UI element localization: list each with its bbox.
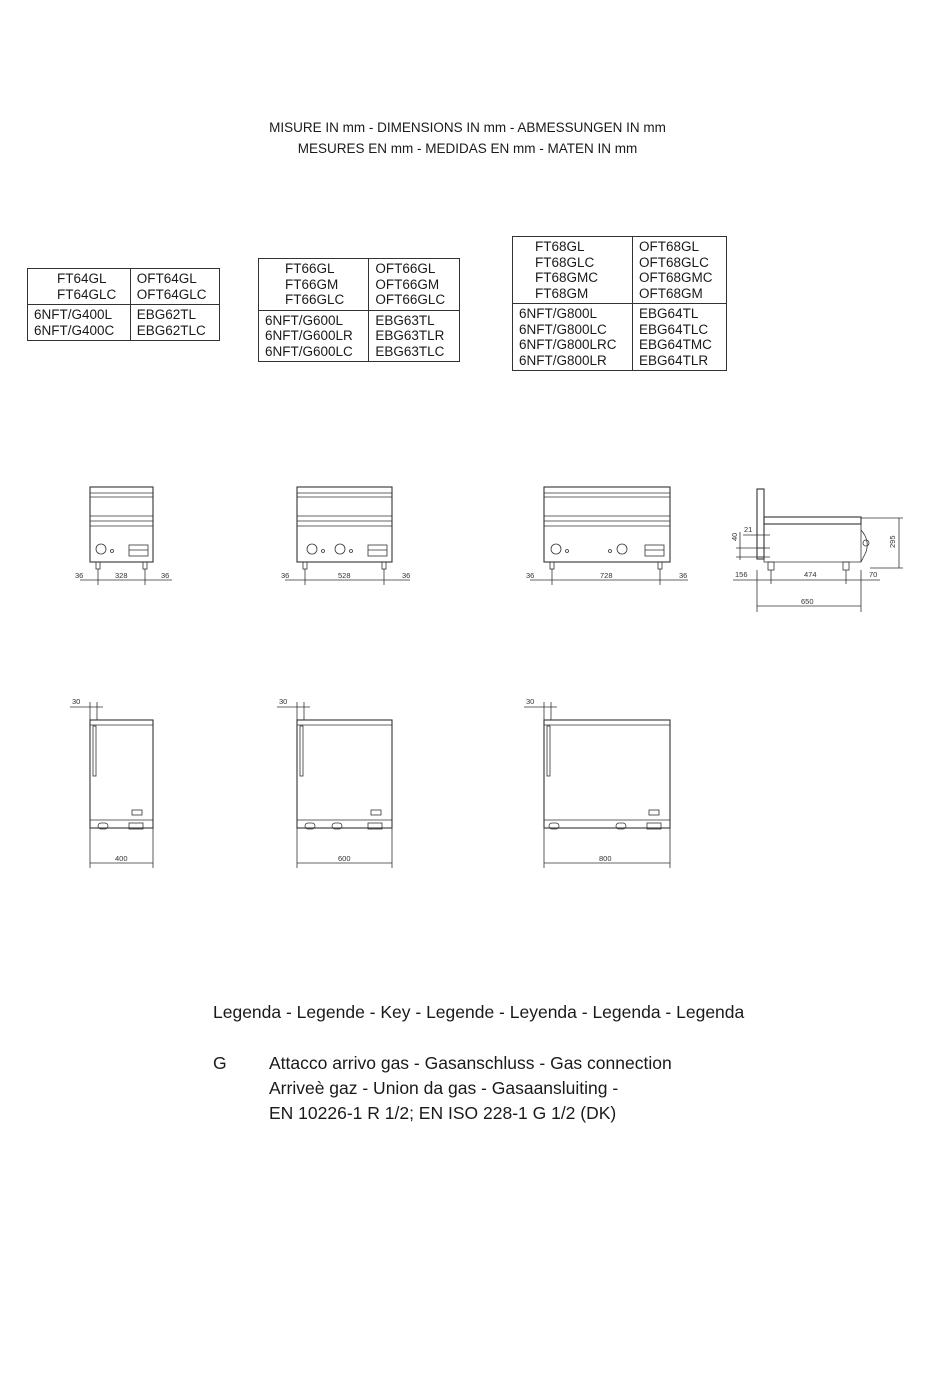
front-view-800	[526, 487, 688, 585]
top-view-800	[524, 697, 670, 868]
legend-description	[269, 1051, 672, 1126]
model-cell: 6NFT/G400L 6NFT/G400C	[28, 305, 131, 341]
legend-line: EN 10226-1 R 1/2; EN ISO 228-1 G 1/2 (DK)	[269, 1103, 617, 1123]
dim-label: 295	[888, 535, 897, 548]
legend-code: G	[213, 1053, 227, 1073]
top-offset-label: 30	[279, 697, 288, 706]
model-cell: FT66GL FT66GM FT66GLC	[259, 259, 369, 311]
model-cell: OFT68GL OFT68GLC OFT68GMC OFT68GM	[633, 237, 727, 304]
dim-label: 21	[744, 525, 753, 534]
dim-label: 328	[115, 571, 128, 580]
model-cell: 6NFT/G800L 6NFT/G800LC 6NFT/G800LRC 6NFT/G800LR	[513, 304, 633, 371]
top-width-label: 800	[599, 854, 612, 863]
dim-label: 650	[801, 597, 814, 606]
dim-label: 36	[679, 571, 688, 580]
model-cell: 6NFT/G600L 6NFT/G600LR 6NFT/G600LC	[259, 310, 369, 362]
dim-label: 36	[161, 571, 170, 580]
top-width-label: 600	[338, 854, 351, 863]
dim-label: 156	[735, 570, 748, 579]
top-view-600	[277, 697, 392, 868]
dim-label: 36	[402, 571, 411, 580]
top-offset-label: 30	[72, 697, 81, 706]
header-line-1: MISURE IN mm - DIMENSIONS IN mm - ABMESSUNGEN IN mm	[269, 120, 666, 135]
top-width-label: 400	[115, 854, 128, 863]
dim-label: 474	[804, 570, 817, 579]
dim-label: 36	[75, 571, 84, 580]
top-view-400	[70, 697, 153, 868]
dim-label: 528	[338, 571, 351, 580]
model-cell: EBG64TL EBG64TLC EBG64TMC EBG64TLR	[633, 304, 727, 371]
legend-line: Arriveè gaz - Union da gas - Gasaansluiting -	[269, 1078, 619, 1098]
model-cell: OFT66GL OFT66GM OFT66GLC	[369, 259, 460, 311]
model-cell: OFT64GL OFT64GLC	[130, 269, 219, 305]
front-view-400	[75, 487, 172, 585]
model-cell: EBG62TL EBG62TLC	[130, 305, 219, 341]
dim-label: 728	[600, 571, 613, 580]
dim-label: 36	[526, 571, 535, 580]
side-view	[730, 489, 903, 612]
model-cell: FT64GL FT64GLC	[28, 269, 131, 305]
model-cell: FT68GL FT68GLC FT68GMC FT68GM	[513, 237, 633, 304]
top-offset-label: 30	[526, 697, 535, 706]
model-cell: EBG63TL EBG63TLR EBG63TLC	[369, 310, 460, 362]
legend-line: Attacco arrivo gas - Gasanschluss - Gas connection	[269, 1053, 672, 1073]
front-view-600	[281, 487, 410, 585]
dim-label: 40	[730, 532, 739, 541]
legend-title: Legenda - Legende - Key - Legende - Leyenda - Legenda - Legenda	[213, 1002, 745, 1022]
header-line-2: MESURES EN mm - MEDIDAS EN mm - MATEN IN mm	[297, 141, 638, 156]
dim-label: 70	[869, 570, 878, 579]
dim-label: 36	[281, 571, 290, 580]
